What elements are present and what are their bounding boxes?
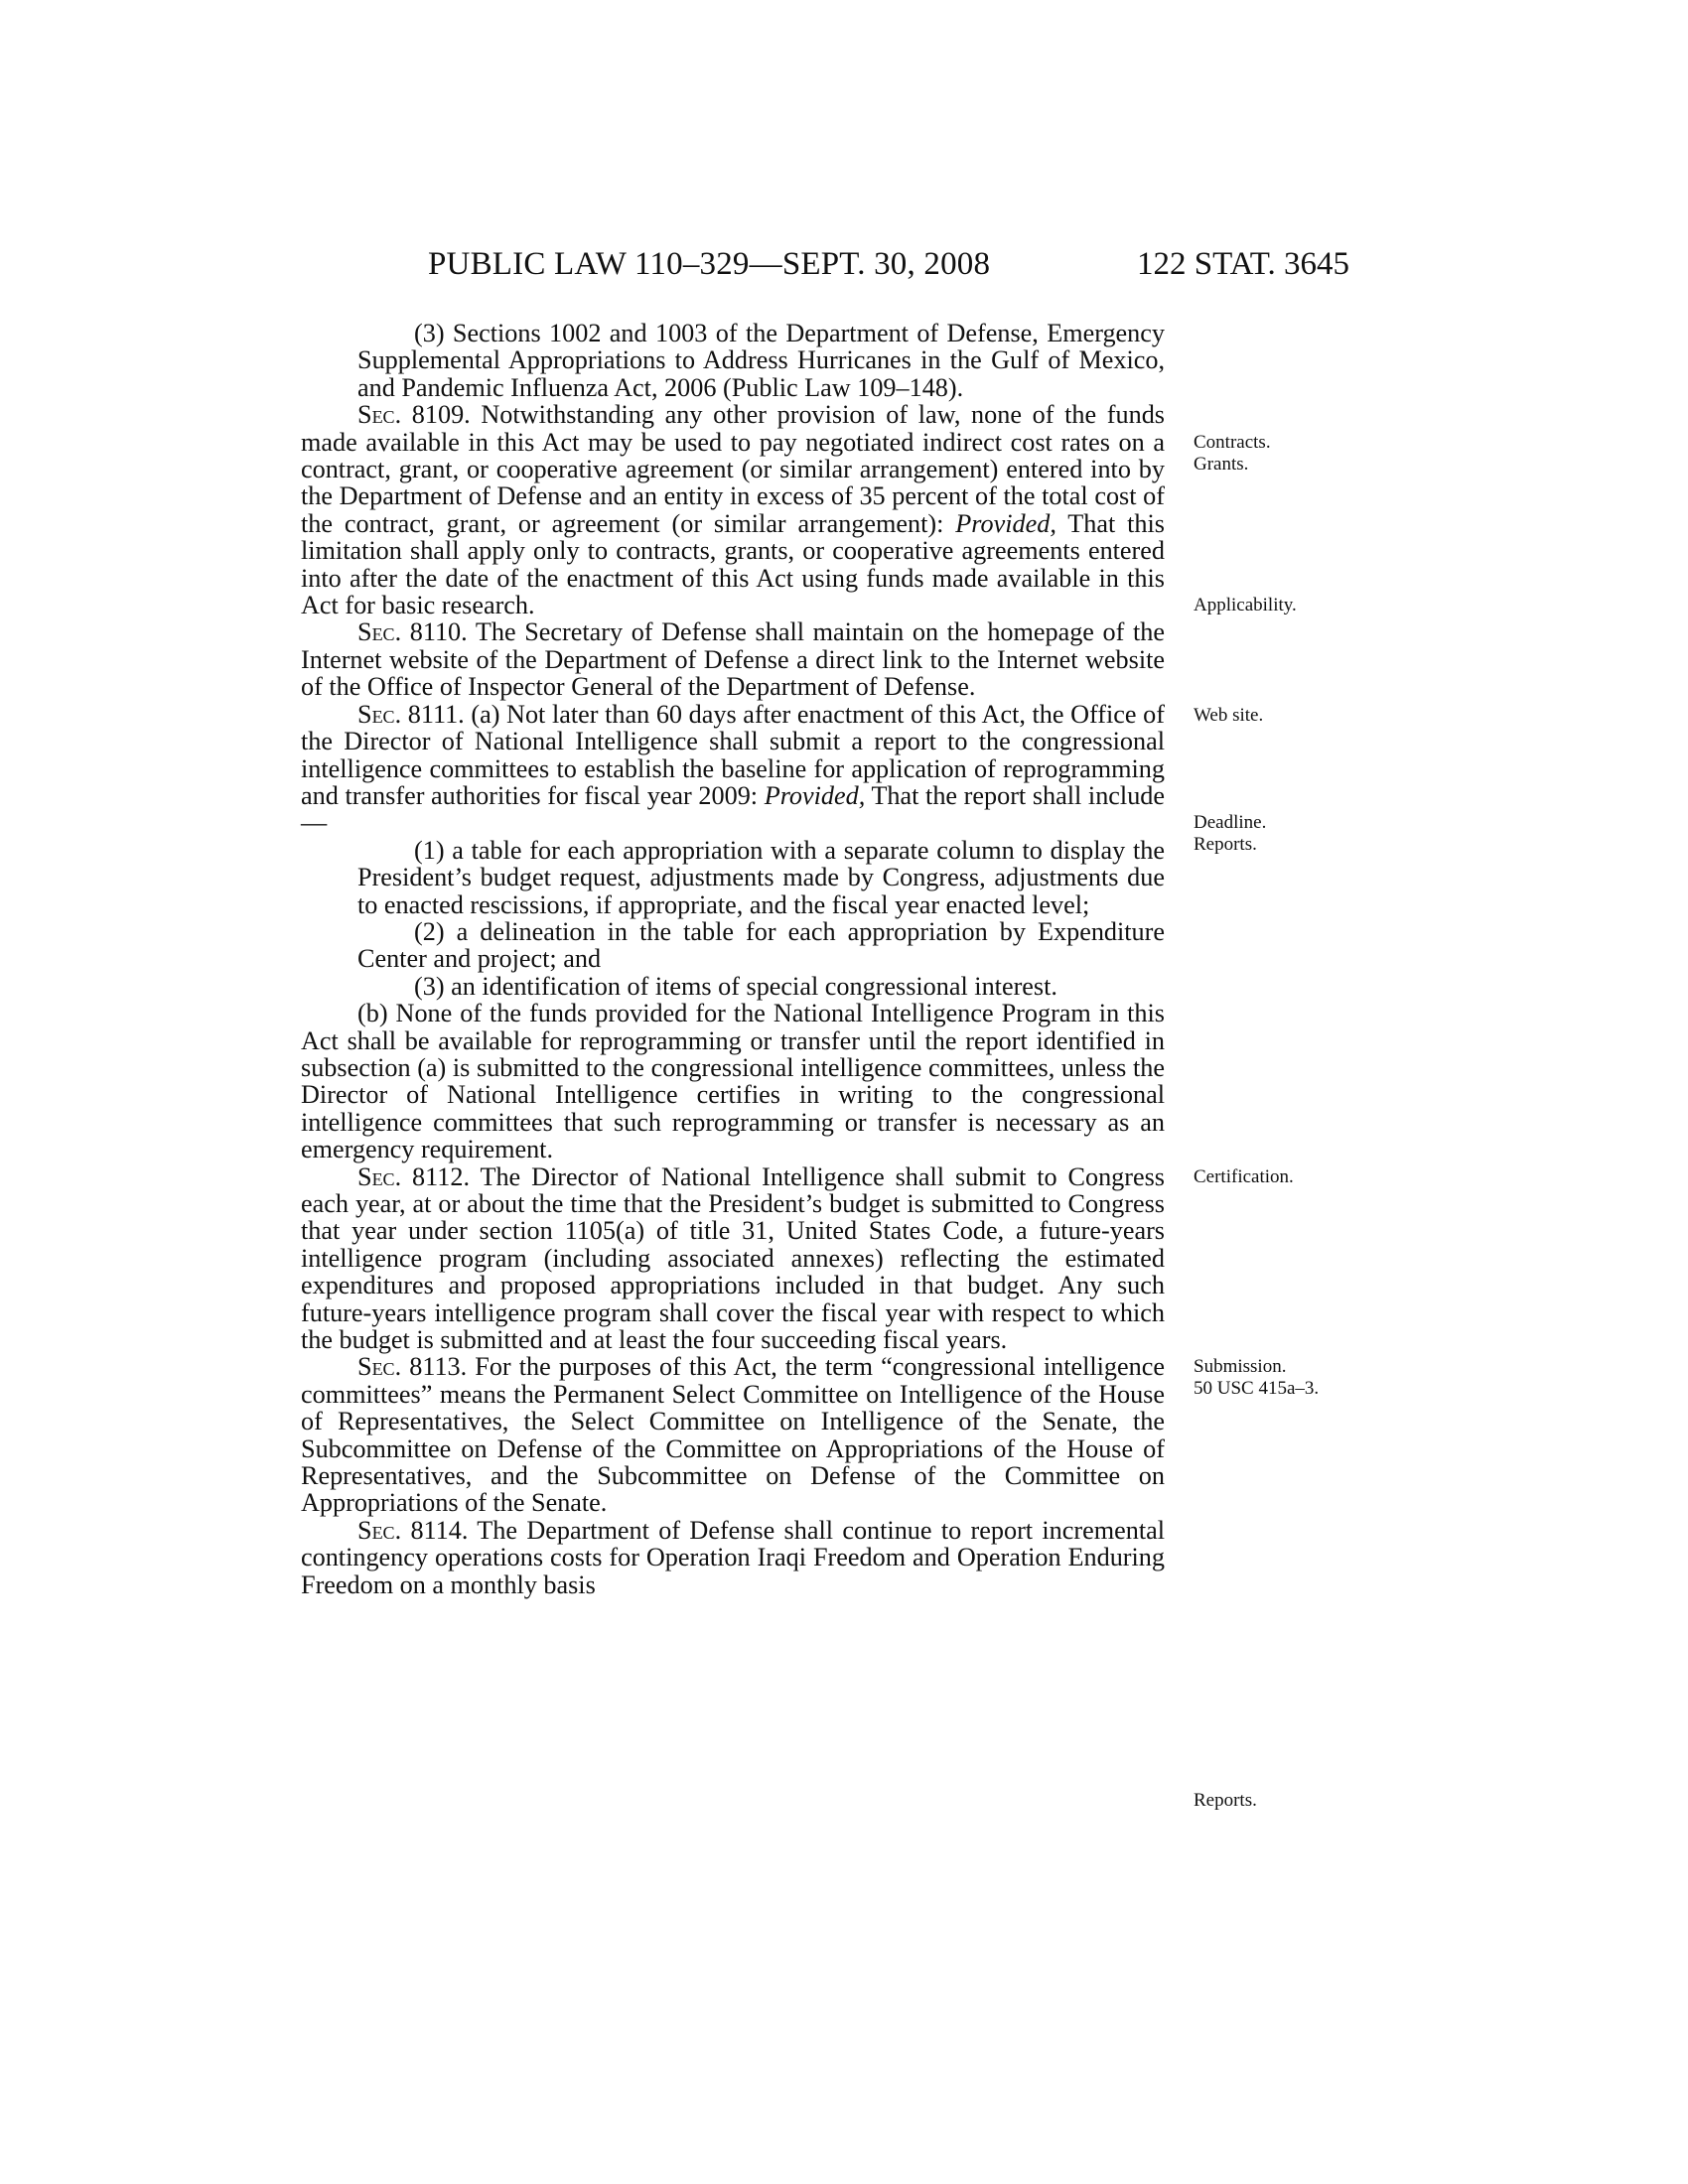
section-8112 xyxy=(301,1163,1165,1354)
section-8111-text: 8111. (a) Not later than 60 days after enactment of this Act, the Office of the Director of National Intelligence shall submit a report to the congressional intelligence committees to establish the baseline for application of reprogramming and transfer authorities for fiscal year 2009: xyxy=(301,699,1165,810)
margin-note-submission-text: Submission. xyxy=(1194,1356,1287,1377)
section-8110-text: 8110. The Secretary of Defense shall maintain on the homepage of the Internet website of the Department of Defense a direct link to the Internet website of the Office of Inspector General of the Department of Defense. xyxy=(301,617,1165,702)
running-header-title: PUBLIC LAW 110–329—SEPT. 30, 2008 xyxy=(428,246,991,282)
provided-italic: Provided, xyxy=(955,508,1056,538)
margin-note-submission xyxy=(1194,1356,1319,1400)
provided-italic: Provided, xyxy=(764,780,866,810)
margin-note-applicability xyxy=(1194,595,1297,616)
margin-note-certification xyxy=(1194,1166,1294,1188)
section-label: Sec. xyxy=(357,699,402,729)
section-label: Sec. xyxy=(357,400,402,430)
section-8109-text: 8109. Notwithstanding any other provision of law, none of the funds made available in this Act may be used to pay negotiated indirect cost rates on a contract, grant, or cooperative agreement (or similar arrangement) entered into by the Department of Defense and an entity in excess of 35 percent of the total cost of the contract, grant, or agreement (or similar arrangement): xyxy=(301,400,1165,538)
running-header-page: 122 STAT. 3645 xyxy=(1137,246,1350,282)
section-8113-text: 8113. For the purposes of this Act, the term “congressional intelligence committees” means the Permanent Select Committee on Intelligence of the House of Representatives, the Select Committee on Intelligence of the Senate, the Subcommittee on Defense of the Committee on Appropriations of the House of Representatives, and the Subcommittee on Defense of the Committee on Appropriations of the Senate. xyxy=(301,1352,1165,1518)
section-label: Sec. xyxy=(357,1161,402,1191)
margin-note-reports: Reports. xyxy=(1194,834,1257,855)
list-item-1: (1) a table for each appropriation with a separate column to display the President’s budget request, adjustments made by Congress, adjustments due to enacted rescissions, if appropriate, and the fiscal year enacted level; xyxy=(357,835,1165,919)
margin-note-contracts: Contracts. xyxy=(1194,432,1271,453)
section-8114 xyxy=(301,1517,1165,1598)
section-label: Sec. xyxy=(357,1352,402,1382)
margin-note-reports-2-text: Reports. xyxy=(1194,1790,1257,1811)
section-8111-b: (b) None of the funds provided for the National Intelligence Program in this Act shall be available for reprogramming or transfer until the report identified in subsection (a) is submitted to the congressional intelligence committees, unless the Director of National Intelligence certifies in writing to the congressional intelligence committees that such reprogramming or transfer is necessary as an emergency requirement. xyxy=(301,999,1165,1164)
margin-note-applicability-text: Applicability. xyxy=(1194,595,1297,615)
section-8112-text: 8112. The Director of National Intelligence shall submit to Congress each year, at or about the time that the President’s budget is submitted to Congress that year under section 1105(a) of title 31, United States Code, a future-years intelligence program (including associated annexes) reflecting the estimated expenditures and proposed appropriations included in that budget. Any such future-years intelligence program shall cover the fiscal year with respect to which the budget is submitted and at least the four succeeding fiscal years. xyxy=(301,1161,1165,1355)
section-8113 xyxy=(301,1353,1165,1516)
section-8110 xyxy=(301,618,1165,700)
margin-note-reports-2 xyxy=(1194,1790,1257,1812)
margin-note-website xyxy=(1194,705,1263,727)
list-item-3: (3) an identification of items of special congressional interest. xyxy=(414,971,1057,1001)
section-8114-text: 8114. The Department of Defense shall continue to report incremental contingency operations costs for Operation Iraqi Freedom and Operation Enduring Freedom on a monthly basis xyxy=(301,1515,1165,1599)
margin-note-grants: Grants. xyxy=(1194,454,1249,475)
margin-note-certification-text: Certification. xyxy=(1194,1166,1294,1187)
list-item-2: (2) a delineation in the table for each appropriation by Expenditure Center and project; and xyxy=(357,916,1165,974)
section-8109-proviso: That this limitation shall apply only to contracts, grants, or cooperative agreements entered into after the date of the enactment of this Act using funds made available in this Act for basic research. xyxy=(301,508,1165,620)
section-8111 xyxy=(301,701,1165,837)
section-label: Sec. xyxy=(357,1515,402,1545)
margin-note-deadline: Deadline. xyxy=(1194,812,1267,833)
margin-note-usc: 50 USC 415a–3. xyxy=(1194,1378,1320,1399)
margin-note-deadline-reports xyxy=(1194,812,1266,856)
margin-note-contracts-grants xyxy=(1194,432,1271,476)
section-8109 xyxy=(301,401,1165,618)
margin-note-website-text: Web site. xyxy=(1194,705,1264,726)
section-8111-proviso: That the report shall include— xyxy=(301,780,1166,838)
paragraph-item-3-sections: (3) Sections 1002 and 1003 of the Department of Defense, Emergency Supplemental Appropriations to Address Hurricanes in the Gulf of Mexico, and Pandemic Influenza Act, 2006 (Public Law 109–148). xyxy=(357,319,1165,402)
document-body xyxy=(301,320,1165,1598)
section-label: Sec. xyxy=(357,617,402,647)
